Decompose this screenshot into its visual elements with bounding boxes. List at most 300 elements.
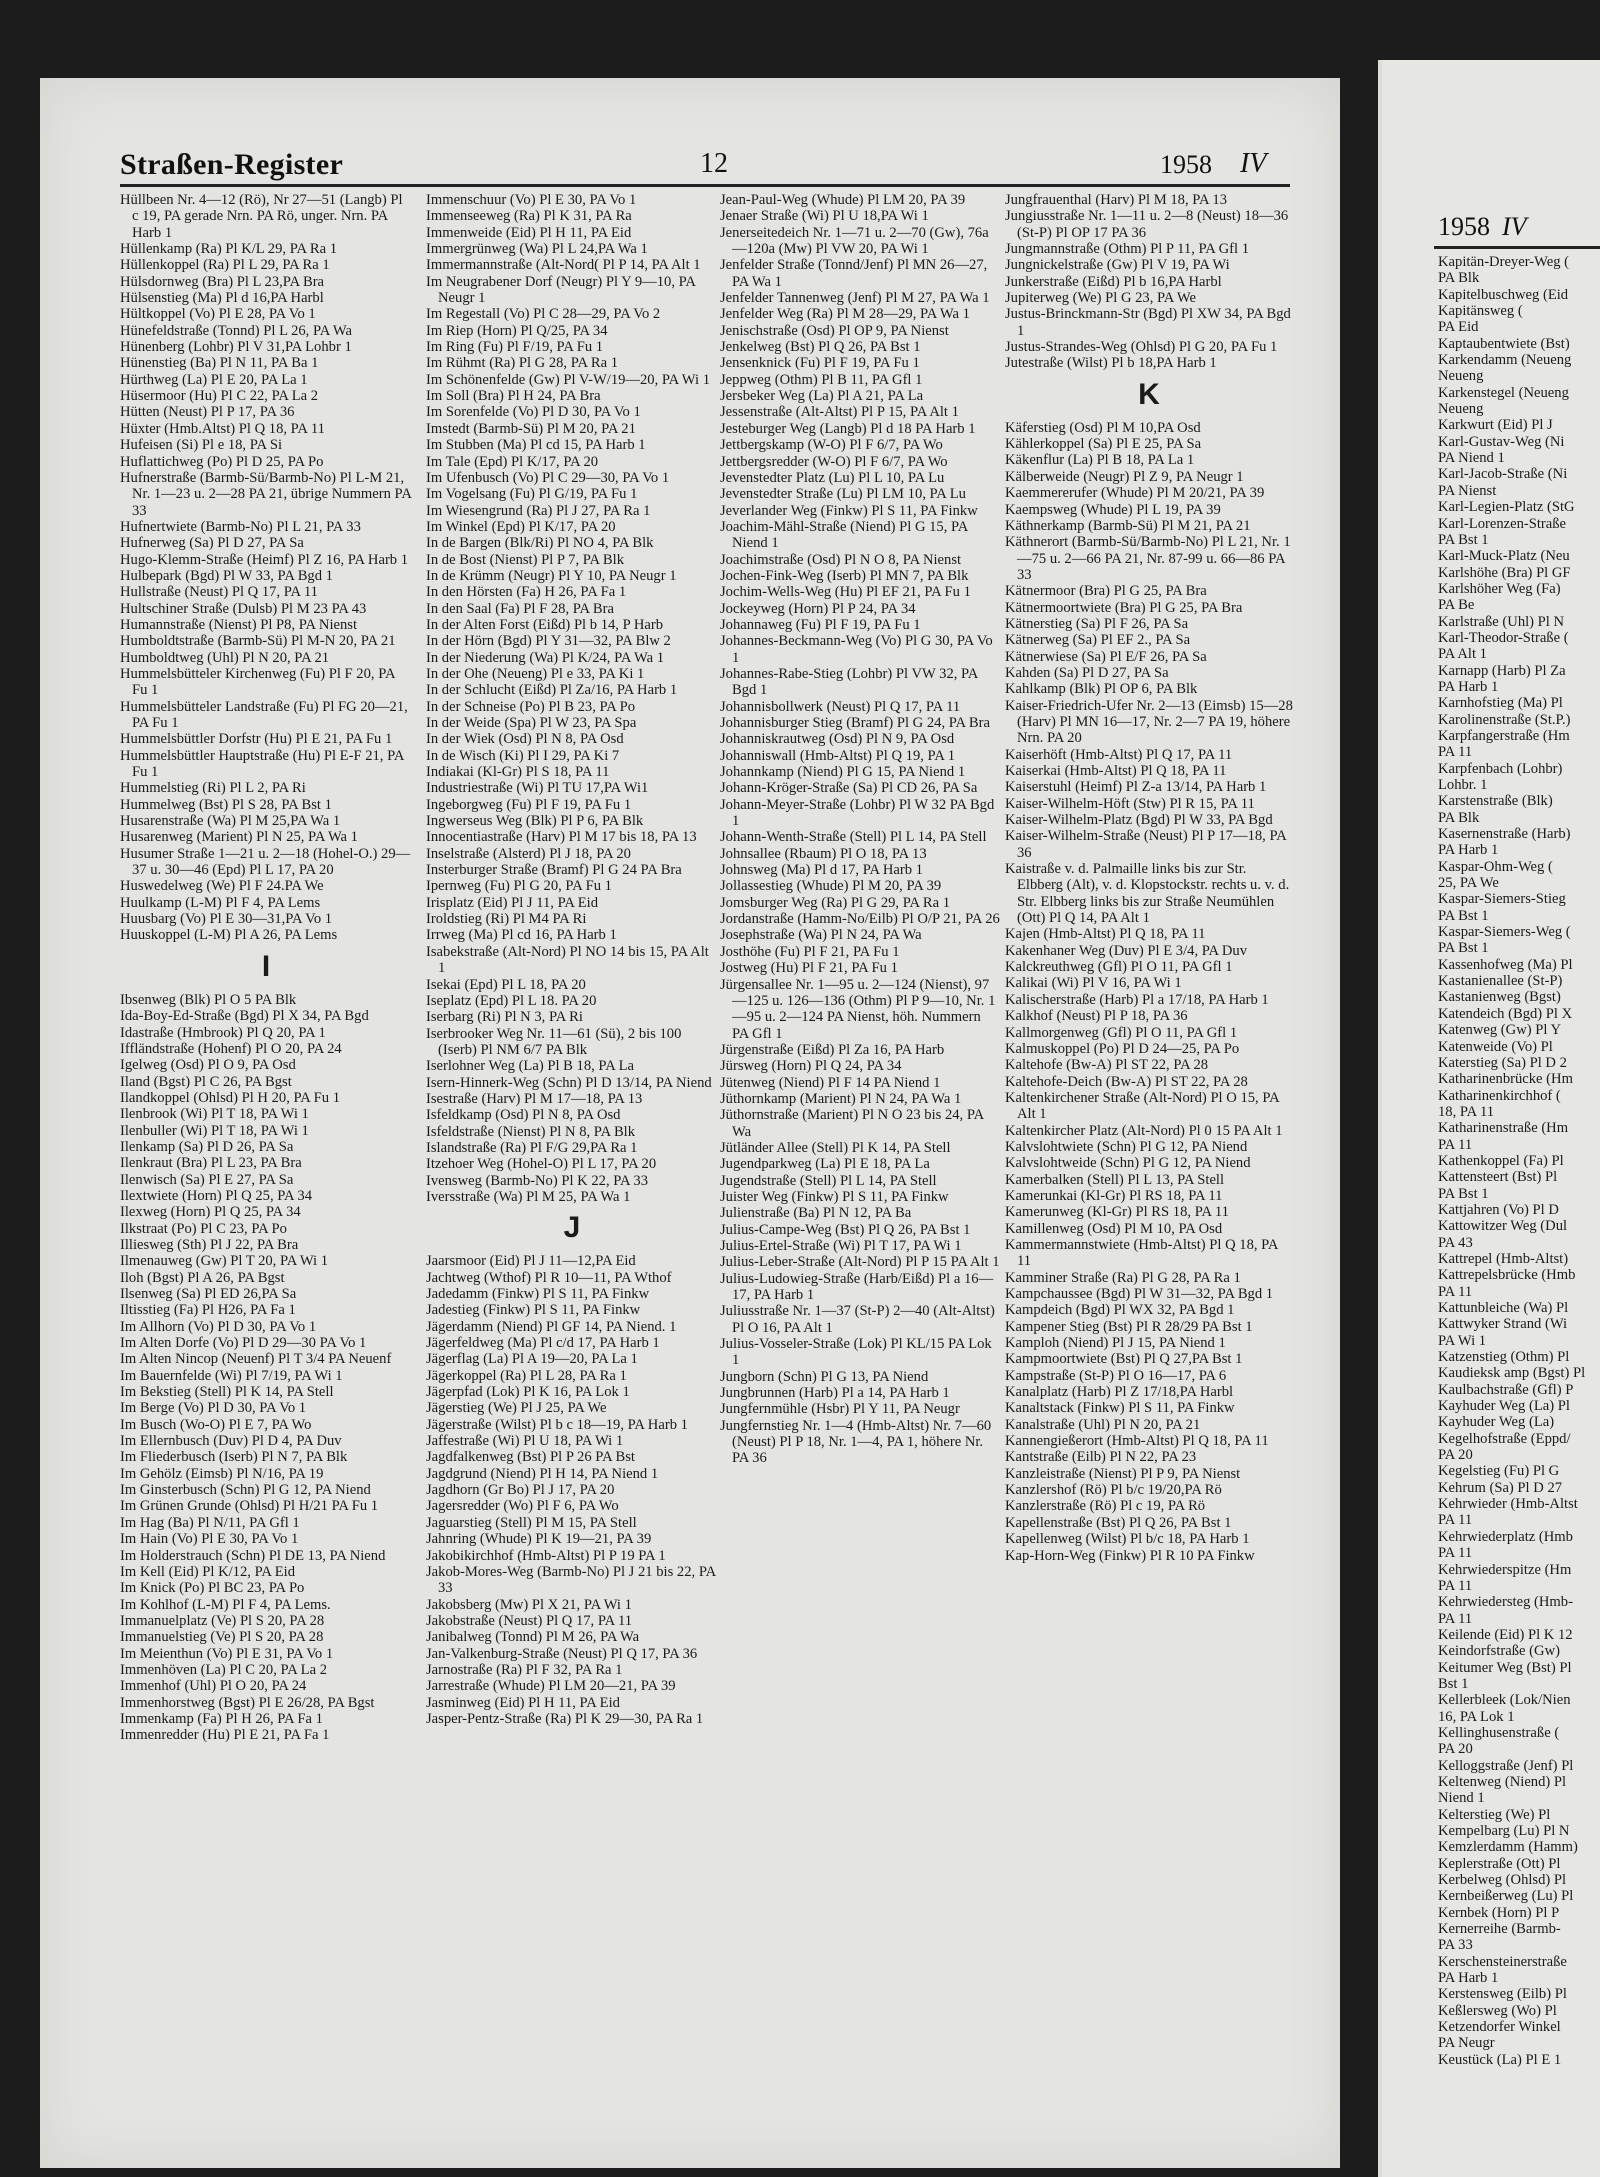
street-entry: Husarenweg (Marient) Pl N 25, PA Wa 1 — [120, 829, 358, 846]
street-entry: Kälberweide (Neugr) Pl Z 9, PA Neugr 1 — [1005, 468, 1244, 485]
street-entry: In den Saal (Fa) Pl F 28, PA Bra — [426, 600, 614, 617]
street-entry: Im Knick (Po) Pl BC 23, PA Po — [120, 1580, 305, 1597]
street-entry: Jahnring (Whude) Pl K 19—21, PA 39 — [426, 1531, 652, 1548]
adjacent-street-entry: Katzenstieg (Othm) Pl — [1438, 1349, 1570, 1366]
street-entry: Jadestieg (Finkw) Pl S 11, PA Finkw — [426, 1302, 641, 1319]
street-entry: Jostweg (Hu) Pl F 21, PA Fu 1 — [720, 960, 898, 977]
adjacent-street-entry: Kaspar-Siemers-Stieg — [1438, 891, 1566, 908]
adjacent-street-entry: Kaulbachstraße (Gfl) P — [1438, 1381, 1574, 1398]
street-entry: Jettbergsredder (W-O) Pl F 6/7, PA Wo — [720, 453, 948, 470]
adjacent-street-entry: Kelloggstraße (Jenf) Pl — [1438, 1757, 1574, 1774]
street-entry: Jenerseitedeich Nr. 1—71 u. 2—70 (Gw), 76a—120a (Mw) Pl VW 20, PA Wi 1 — [720, 224, 989, 258]
street-entry: Im Allhorn (Vo) Pl D 30, PA Vo 1 — [120, 1318, 317, 1335]
street-entry: Jakobikirchhof (Hmb-Altst) Pl P 19 PA 1 — [426, 1547, 666, 1564]
street-entry: Jagdfalkenweg (Bst) Pl P 26 PA Bst — [426, 1449, 635, 1466]
street-entry: Johann-Meyer-Straße (Lohbr) Pl W 32 PA Bgd 1 — [720, 796, 995, 830]
section-letter: K — [1138, 377, 1160, 411]
street-entry: Kanzlershof (Rö) Pl b/c 19/20,PA Rö — [1005, 1482, 1222, 1499]
street-entry: Ilextwiete (Horn) Pl Q 25, PA 34 — [120, 1187, 313, 1204]
street-entry: Humboldtstraße (Barmb-Sü) Pl M-N 20, PA 21 — [120, 633, 396, 650]
street-entry: Huusbarg (Vo) Pl E 30—31,PA Vo 1 — [120, 911, 333, 928]
street-entry: Jägerfeldweg (Ma) Pl c/d 17, PA Harb 1 — [426, 1335, 660, 1352]
street-entry: Kalmuskoppel (Po) Pl D 24—25, PA Po — [1005, 1040, 1240, 1057]
street-entry: In de Bargen (Blk/Ri) Pl NO 4, PA Blk — [426, 535, 654, 552]
street-entry: Immermannstraße (Alt-Nord( Pl P 14, PA Alt 1 — [426, 257, 701, 274]
adjacent-street-entry: Kapitelbuschweg (Eid — [1438, 286, 1569, 303]
adjacent-street-entry: PA 20 — [1438, 1741, 1473, 1758]
street-entry: Im Holderstrauch (Schn) Pl DE 13, PA Niend — [120, 1547, 386, 1564]
adjacent-street-entry: Keplerstraße (Ott) Pl — [1438, 1855, 1561, 1872]
adjacent-street-entry: Kernbek (Horn) Pl P — [1438, 1904, 1560, 1921]
adjacent-street-entry: Keilende (Eid) Pl K 12 — [1438, 1626, 1573, 1643]
street-entry: Im Kell (Eid) Pl K/12, PA Eid — [120, 1563, 295, 1580]
adjacent-street-entry: PA 11 — [1438, 1545, 1473, 1562]
street-entry: Im Meienthun (Vo) Pl E 31, PA Vo 1 — [120, 1645, 334, 1662]
street-entry: Jachtweg (Wthof) Pl R 10—11, PA Wthof — [426, 1269, 672, 1286]
street-entry: Im Neugrabener Dorf (Neugr) Pl Y 9—10, PA Neugr 1 — [426, 273, 696, 307]
adjacent-street-entry: Kerstensweg (Eilb) Pl — [1438, 1986, 1567, 2003]
street-entry: Hüsermoor (Hu) Pl C 22, PA La 2 — [120, 388, 319, 405]
street-entry: Huswedelweg (We) Pl F 24.PA We — [120, 878, 324, 895]
street-entry: Jockeyweg (Horn) Pl P 24, PA 34 — [720, 600, 916, 617]
street-entry: Kaltehofe-Deich (Bw-A) Pl ST 22, PA 28 — [1005, 1073, 1248, 1090]
street-entry: Jeverlander Weg (Finkw) Pl S 11, PA Finkw — [720, 502, 978, 519]
adjacent-street-entry: PA Bst 1 — [1438, 1185, 1489, 1202]
adjacent-street-entry: PA Blk — [1438, 270, 1480, 287]
street-entry: Humboldtweg (Uhl) Pl N 20, PA 21 — [120, 649, 330, 666]
street-entry: Ida-Boy-Ed-Straße (Bgd) Pl X 34, PA Bgd — [120, 1008, 369, 1025]
adjacent-street-entry: Kattwyker Strand (Wi — [1438, 1316, 1568, 1333]
street-entry: Kannengießerort (Hmb-Altst) Pl Q 18, PA 11 — [1005, 1433, 1269, 1450]
section-letter: J — [563, 1211, 581, 1245]
adjacent-page-column — [1438, 254, 1600, 2154]
street-entry: Käkenflur (La) Pl B 18, PA La 1 — [1005, 452, 1195, 469]
adjacent-street-entry: Karlstraße (Uhl) Pl N — [1438, 613, 1565, 630]
page-header — [120, 148, 1290, 187]
street-entry: Jungiusstraße Nr. 1—11 u. 2—8 (Neust) 18—36 (St-P) Pl OP 17 PA 36 — [1005, 208, 1289, 241]
street-entry: Im Soll (Bra) Pl H 24, PA Bra — [426, 388, 601, 405]
street-entry: Ilkstraat (Po) Pl C 23, PA Po — [120, 1220, 287, 1237]
street-entry: Im Ellernbusch (Duv) Pl D 4, PA Duv — [120, 1433, 342, 1450]
street-entry: Jugendparkweg (La) Pl E 18, PA La — [720, 1156, 930, 1173]
adjacent-street-entry: PA Wi 1 — [1438, 1332, 1487, 1349]
street-entry: Kapellenstraße (Bst) Pl Q 26, PA Bst 1 — [1005, 1514, 1232, 1531]
adjacent-street-entry: PA 11 — [1438, 744, 1473, 761]
street-entry: In der Ohe (Neueng) Pl e 33, PA Ki 1 — [426, 665, 645, 682]
street-entry: Jakobsberg (Mw) Pl X 21, PA Wi 1 — [426, 1596, 632, 1613]
street-entry: Islandstraße (Ra) Pl F/G 29,PA Ra 1 — [426, 1139, 638, 1156]
street-entry: Kaiserstuhl (Heimf) Pl Z-a 13/14, PA Harb 1 — [1005, 779, 1267, 796]
adjacent-street-entry: Katharinenbrücke (Hm — [1438, 1071, 1573, 1088]
street-entry: Iloh (Bgst) Pl A 26, PA Bgst — [120, 1269, 285, 1286]
street-entry: Janibalweg (Tonnd) Pl M 26, PA Wa — [426, 1629, 640, 1646]
street-entry: Jaffestraße (Wi) Pl U 18, PA Wi 1 — [426, 1433, 624, 1450]
street-entry: Jungfrauenthal (Harv) Pl M 18, PA 13 — [1005, 192, 1227, 208]
street-entry: Im Winkel (Epd) Pl K/17, PA 20 — [426, 518, 616, 535]
street-entry: Im Rühmt (Ra) Pl G 28, PA Ra 1 — [426, 355, 619, 372]
adjacent-street-entry: Karolinenstraße (St.P.) — [1438, 711, 1571, 728]
adjacent-street-entry: PA Eid — [1438, 319, 1479, 336]
adjacent-street-entry: Kernbeißerweg (Lu) Pl — [1438, 1888, 1574, 1905]
street-entry: Kaiserhöft (Hmb-Altst) Pl Q 17, PA 11 — [1005, 746, 1233, 763]
street-entry: Kap-Horn-Weg (Finkw) Pl R 10 PA Finkw — [1005, 1547, 1255, 1564]
street-entry: In der Hörn (Bgd) Pl Y 31—32, PA Blw 2 — [426, 633, 671, 650]
street-entry: In de Krümm (Neugr) Pl Y 10, PA Neugr 1 — [426, 567, 677, 584]
adjacent-street-entry: PA Be — [1438, 597, 1475, 614]
street-entry: Johannaweg (Fu) Pl F 19, PA Fu 1 — [720, 616, 921, 633]
street-entry: Innocentiastraße (Harv) Pl M 17 bis 18, PA 13 — [426, 829, 697, 846]
street-entry: Jenaer Straße (Wi) Pl U 18,PA Wi 1 — [720, 208, 929, 225]
street-entry: Im Kohlhof (L-M) Pl F 4, PA Lems. — [120, 1596, 331, 1613]
adjacent-street-entry: Kempelbarg (Lu) Pl N — [1438, 1823, 1570, 1839]
street-entry: Juliusstraße Nr. 1—37 (St-P) 2—40 (Alt-Altst) Pl O 16, PA Alt 1 — [720, 1303, 995, 1336]
street-entry: Johnsweg (Ma) Pl d 17, PA Harb 1 — [720, 862, 923, 879]
street-entry: Juister Weg (Finkw) Pl S 11, PA Finkw — [720, 1188, 949, 1205]
adjacent-street-entry: Kaptaubentwiete (Bst) — [1438, 335, 1570, 352]
register-column-1 — [120, 192, 412, 2082]
street-entry: Kaistraße v. d. Palmaille links bis zur Str. Elbberg (Alt), v. d. Klopstockstr. rechts u. v. d. Str. Elbberg links bis zur Straße Neumühlen (Ott) Pl Q 14, PA Alt 1 — [1005, 861, 1290, 927]
adjacent-street-entry: Karpfenbach (Lohbr) — [1438, 760, 1563, 777]
street-entry: Isestraße (Harv) Pl M 17—18, PA 13 — [426, 1090, 643, 1107]
adjacent-street-entry: Kegelstieg (Fu) Pl G — [1438, 1463, 1560, 1480]
street-entry: Jüthornstraße (Marient) Pl N O 23 bis 24, PA Wa — [720, 1107, 984, 1140]
adjacent-street-entry: Karkwurt (Eid) Pl J — [1438, 417, 1553, 434]
street-entry: Ilenbuller (Wi) Pl T 18, PA Wi 1 — [120, 1122, 309, 1139]
street-entry: Jakobstraße (Neust) Pl Q 17, PA 11 — [426, 1612, 633, 1629]
street-entry: Im Vogelsang (Fu) Pl G/19, PA Fu 1 — [426, 486, 638, 503]
adjacent-street-entry: Kattrepelsbrücke (Hmb — [1438, 1267, 1576, 1284]
adjacent-header-rule — [1434, 246, 1600, 249]
street-entry: Ibsenweg (Blk) Pl O 5 PA Blk — [120, 991, 297, 1008]
street-entry: Hülsenstieg (Ma) Pl d 16,PA Harbl — [120, 290, 324, 307]
street-entry: Jungborn (Schn) Pl G 13, PA Niend — [720, 1368, 929, 1385]
street-entry: Im Gehölz (Eimsb) Pl N/16, PA 19 — [120, 1465, 324, 1482]
street-entry: Jütenweg (Niend) Pl F 14 PA Niend 1 — [720, 1074, 941, 1091]
street-entry: In der Schlucht (Eißd) Pl Za/16, PA Harb 1 — [426, 682, 678, 699]
street-entry: Hufnerstraße (Barmb-Sü/Barmb-No) Pl L-M 21, Nr. 1—23 u. 2—28 PA 21, übrige Nummern PA 33 — [120, 469, 412, 519]
street-entry: Kahlkamp (Blk) Pl OP 6, PA Blk — [1005, 681, 1198, 698]
street-entry: Jasminweg (Eid) Pl H 11, PA Eid — [426, 1694, 620, 1711]
adjacent-street-entry: Keltenweg (Niend) Pl — [1438, 1773, 1567, 1790]
street-entry: Kaempsweg (Whude) Pl L 19, PA 39 — [1005, 501, 1221, 518]
street-entry: Kählerkoppel (Sa) Pl E 25, PA Sa — [1005, 436, 1202, 453]
header-volume: IV — [1240, 148, 1267, 179]
adjacent-street-entry: Kastanienallee (St-P) — [1438, 973, 1563, 990]
street-entry: Kamminer Straße (Ra) Pl G 28, PA Ra 1 — [1005, 1269, 1241, 1286]
street-entry: Jägerpfad (Lok) Pl K 16, PA Lok 1 — [426, 1384, 630, 1401]
adjacent-street-entry: Kasernenstraße (Harb) — [1438, 826, 1571, 843]
street-entry: Hufnertwiete (Barmb-No) Pl L 21, PA 33 — [120, 518, 361, 535]
street-entry: Im Schönenfelde (Gw) Pl V-W/19—20, PA Wi 1 — [426, 371, 710, 388]
street-entry: Im Wiesengrund (Ra) Pl J 27, PA Ra 1 — [426, 502, 651, 519]
adjacent-street-entry: Katerstieg (Sa) Pl D 2 — [1438, 1054, 1567, 1071]
adjacent-street-entry: Kehrwiederspitze (Hm — [1438, 1561, 1572, 1578]
street-entry: Julius-Leber-Straße (Alt-Nord) Pl P 15 PA Alt 1 — [720, 1254, 1000, 1271]
street-entry: Hufnerweg (Sa) Pl D 27, PA Sa — [120, 535, 304, 552]
street-entry: Kätnerwiese (Sa) Pl E/F 26, PA Sa — [1005, 648, 1207, 665]
street-entry: Huflattichweg (Po) Pl D 25, PA Po — [120, 453, 324, 470]
street-entry: Ilenkraut (Bra) Pl L 23, PA Bra — [120, 1155, 302, 1172]
street-entry: Ilenwisch (Sa) Pl E 27, PA Sa — [120, 1171, 294, 1188]
street-entry: Im Alten Dorfe (Vo) Pl D 29—30 PA Vo 1 — [120, 1335, 367, 1352]
street-entry: Julius-Vosseler-Straße (Lok) Pl KL/15 PA Lok 1 — [720, 1336, 992, 1369]
street-entry: Jenfelder Straße (Tonnd/Jenf) Pl MN 26—27, PA Wa 1 — [720, 257, 988, 290]
street-entry: Kalvslohtweide (Schn) Pl G 12, PA Niend — [1005, 1155, 1251, 1172]
street-entry: Im Hain (Vo) Pl E 30, PA Vo 1 — [120, 1531, 299, 1548]
street-entry: Im Hag (Ba) Pl N/11, PA Gfl 1 — [120, 1514, 300, 1531]
street-entry: Jungmannstraße (Othm) Pl P 11, PA Gfl 1 — [1005, 241, 1250, 258]
adjacent-street-entry: Karl-Lorenzen-Straße — [1438, 515, 1567, 532]
street-entry: Jollassestieg (Whude) Pl M 20, PA 39 — [720, 878, 942, 895]
adjacent-street-entry: Kayhuder Weg (La) Pl — [1438, 1398, 1570, 1415]
adjacent-street-entry: Kaspar-Siemers-Weg ( — [1438, 924, 1571, 941]
adjacent-street-entry: PA Nienst — [1438, 482, 1497, 499]
adjacent-street-entry: PA 33 — [1438, 1937, 1473, 1954]
street-entry: Im Busch (Wo-O) Pl E 7, PA Wo — [120, 1416, 312, 1433]
adjacent-street-entry: Keustück (La) Pl E 1 — [1438, 2051, 1562, 2068]
adjacent-street-entry: Karpfangerstraße (Hm — [1438, 727, 1570, 744]
adjacent-street-entry: Karl-Gustav-Weg (Ni — [1438, 433, 1565, 450]
adjacent-street-entry: Karl-Legien-Platz (StG — [1438, 499, 1575, 516]
street-entry: Indiakai (Kl-Gr) Pl S 18, PA 11 — [426, 764, 610, 781]
street-entry: Jürgenstraße (Eißd) Pl Za 16, PA Harb — [720, 1041, 945, 1058]
street-entry: Kalkhof (Neust) Pl P 18, PA 36 — [1005, 1008, 1188, 1025]
street-entry: Husarenstraße (Wa) Pl M 25,PA Wa 1 — [120, 813, 341, 830]
street-entry: Immanuelstieg (Ve) Pl S 20, PA 28 — [120, 1629, 324, 1646]
adjacent-street-entry: Karkenstegel (Neueng — [1438, 384, 1569, 401]
street-entry: Ingeborgweg (Fu) Pl F 19, PA Fu 1 — [426, 796, 632, 813]
adjacent-street-entry: Neueng — [1438, 401, 1484, 418]
adjacent-street-entry: Kehrwiederplatz (Hmb — [1438, 1528, 1573, 1545]
adjacent-street-entry: Neueng — [1438, 368, 1484, 385]
street-entry: Immenseeweg (Ra) Pl K 31, PA Ra — [426, 208, 632, 225]
street-entry: Kallmorgenweg (Gfl) Pl O 11, PA Gfl 1 — [1005, 1024, 1238, 1041]
street-entry: Jagdhorn (Gr Bo) Pl J 17, PA 20 — [426, 1482, 615, 1499]
adjacent-street-entry: Karl-Muck-Platz (Neu — [1438, 548, 1570, 565]
adjacent-street-entry: PA Blk — [1438, 809, 1480, 826]
register-column-2 — [426, 192, 718, 2082]
street-entry: Immenredder (Hu) Pl E 21, PA Fa 1 — [120, 1727, 330, 1744]
adjacent-street-entry: Kehrwieder (Hmb-Altst — [1438, 1496, 1578, 1513]
street-entry: Kanzleistraße (Nienst) Pl P 9, PA Nienst — [1005, 1465, 1241, 1482]
street-entry: Immenhorstweg (Bgst) Pl E 26/28, PA Bgst — [120, 1694, 375, 1711]
street-entry: Jungfernstieg Nr. 1—4 (Hmb-Altst) Nr. 7—60 (Neust) Pl P 18, Nr. 1—4, PA 1, höhere Nr. PA 36 — [720, 1417, 992, 1467]
street-entry: Immenschuur (Vo) Pl E 30, PA Vo 1 — [426, 192, 637, 208]
street-entry: Hüllbeen Nr. 4—12 (Rö), Nr 27—51 (Langb) Pl c 19, PA gerade Nrn. PA Rö, unger. Nrn. PA Harb 1 — [120, 192, 403, 241]
street-entry: Jenfelder Weg (Ra) Pl M 28—29, PA Wa 1 — [720, 306, 970, 323]
street-entry: In der Schneise (Po) Pl B 23, PA Po — [426, 698, 636, 715]
adjacent-street-entry: Kehrwiedersteg (Hmb- — [1438, 1594, 1573, 1611]
adjacent-street-entry: PA 11 — [1438, 1283, 1473, 1300]
street-entry: Kapellenweg (Wilst) Pl b/c 18, PA Harb 1 — [1005, 1531, 1250, 1548]
street-entry: Jochen-Fink-Weg (Iserb) Pl MN 7, PA Blk — [720, 567, 969, 584]
street-entry: Jägerflag (La) Pl A 19—20, PA La 1 — [426, 1351, 638, 1368]
street-entry: Käferstieg (Osd) Pl M 10,PA Osd — [1005, 419, 1201, 436]
street-entry: Kätnermoortwiete (Bra) Pl G 25, PA Bra — [1005, 599, 1243, 616]
street-entry: Industriestraße (Wi) Pl TU 17,PA Wi1 — [426, 780, 649, 797]
section-letter: I — [261, 949, 271, 983]
street-entry: Jersbeker Weg (La) Pl A 21, PA La — [720, 388, 924, 405]
street-entry: Im Ufenbusch (Vo) Pl C 29—30, PA Vo 1 — [426, 469, 670, 486]
adjacent-street-entry: PA Neugr — [1438, 2035, 1495, 2052]
street-entry: Im Berge (Vo) Pl D 30, PA Vo 1 — [120, 1400, 307, 1417]
header-year: 1958 — [1160, 150, 1212, 179]
street-entry: Kaiser-Wilhelm-Straße (Neust) Pl P 17—18, PA 36 — [1005, 828, 1286, 861]
street-entry: Ilexweg (Horn) Pl Q 25, PA 34 — [120, 1204, 301, 1221]
adjacent-street-entry: 16, PA Lok 1 — [1438, 1708, 1515, 1725]
register-column-3 — [720, 192, 1000, 2082]
street-entry: Kampmoortwiete (Bst) Pl Q 27,PA Bst 1 — [1005, 1351, 1243, 1368]
street-entry: Jordanstraße (Hamm-No/Eilb) Pl O/P 21, PA 26 — [720, 911, 1000, 928]
street-entry: Julius-Ludowieg-Straße (Harb/Eißd) Pl a 16—17, PA Harb 1 — [720, 1270, 994, 1304]
adjacent-street-entry: Ketzendorfer Winkel — [1438, 2019, 1561, 2036]
street-entry: Iroldstieg (Ri) Pl M4 PA Ri — [426, 911, 587, 928]
street-entry: Jungfernmühle (Hsbr) Pl Y 11, PA Neugr — [720, 1401, 960, 1418]
street-entry: Iltisstieg (Fa) Pl H26, PA Fa 1 — [120, 1302, 296, 1319]
street-entry: In de Bost (Nienst) Pl P 7, PA Blk — [426, 551, 624, 568]
street-entry: Hüxter (Hmb.Altst) Pl Q 18, PA 11 — [120, 420, 325, 437]
street-entry: Kammermannstwiete (Hmb-Altst) Pl Q 18, PA 11 — [1005, 1236, 1278, 1270]
adjacent-street-entry: Kernerreihe (Barmb- — [1438, 1921, 1561, 1938]
adjacent-street-entry: PA Alt 1 — [1438, 646, 1487, 663]
street-entry: Kanzlerstraße (Rö) Pl c 19, PA Rö — [1005, 1498, 1206, 1515]
street-entry: Junkerstraße (Eißd) Pl b 16,PA Harbl — [1005, 273, 1222, 290]
street-entry: Ipernweg (Fu) Pl G 20, PA Fu 1 — [426, 878, 612, 895]
adjacent-street-entry: Kehrum (Sa) Pl D 27 — [1438, 1479, 1563, 1496]
street-entry: Jarnostraße (Ra) Pl F 32, PA Ra 1 — [426, 1661, 623, 1678]
street-entry: Hufeisen (Si) Pl e 18, PA Si — [120, 437, 283, 454]
street-entry: Iserbrooker Weg Nr. 11—61 (Sü), 2 bis 100 (Iserb) Pl NM 6/7 PA Blk — [426, 1025, 682, 1058]
street-entry: Käthnerort (Barmb-Sü/Barmb-No) Pl L 21, Nr. 1—75 u. 2—66 PA 21, Nr. 87-99 u. 66—86 PA 33 — [1005, 534, 1291, 583]
street-entry: Isabekstraße (Alt-Nord) Pl NO 14 bis 15, PA Alt 1 — [426, 943, 709, 977]
street-entry: Im Grünen Grunde (Ohlsd) Pl H/21 PA Fu 1 — [120, 1498, 379, 1515]
street-entry: Kakenhaner Weg (Duv) Pl E 3/4, PA Duv — [1005, 942, 1248, 959]
street-entry: Insterburger Straße (Bramf) Pl G 24 PA Bra — [426, 862, 682, 879]
street-entry: Hünenstieg (Ba) Pl N 11, PA Ba 1 — [120, 355, 319, 372]
street-entry: Im Stubben (Ma) Pl cd 15, PA Harb 1 — [426, 437, 646, 454]
street-entry: Kanalplatz (Harb) Pl Z 17/18,PA Harbl — [1005, 1384, 1234, 1401]
street-entry: Jürgensallee Nr. 1—95 u. 2—124 (Nienst), 97—125 u. 126—136 (Othm) Pl P 9—10, Nr. 1—95 u. 2—124 PA Nienst, höh. Nummern PA Gfl 1 — [720, 976, 996, 1042]
street-entry: Jesteburger Weg (Langb) Pl d 18 PA Harb 1 — [720, 420, 976, 437]
street-entry: Immenkamp (Fa) Pl H 26, PA Fa 1 — [120, 1710, 323, 1727]
street-entry: Jaguarstieg (Stell) Pl M 15, PA Stell — [426, 1514, 637, 1531]
street-entry: Jägerdamm (Niend) Pl GF 14, PA Niend. 1 — [426, 1318, 677, 1335]
street-entry: Jenfelder Tannenweg (Jenf) Pl M 27, PA Wa 1 — [720, 290, 990, 307]
street-entry: Isfeldstraße (Nienst) Pl N 8, PA Blk — [426, 1123, 636, 1140]
street-entry: Jasper-Pentz-Straße (Ra) Pl K 29—30, PA Ra 1 — [426, 1710, 704, 1727]
street-entry: Iffländstraße (Hohenf) Pl O 20, PA 24 — [120, 1040, 342, 1057]
street-entry: Jenkelweg (Bst) Pl Q 26, PA Bst 1 — [720, 339, 921, 356]
street-entry: Jägerstieg (We) Pl J 25, PA We — [426, 1400, 607, 1417]
street-entry: Jaarsmoor (Eid) Pl J 11—12,PA Eid — [426, 1253, 636, 1270]
page-number: 12 — [700, 148, 728, 179]
street-entry: Johannisburger Stieg (Bramf) Pl G 24, PA Bra — [720, 715, 990, 731]
adjacent-street-entry: Kaudieksk amp (Bgst) Pl — [1438, 1365, 1586, 1382]
street-entry: Kaiser-Friedrich-Ufer Nr. 2—13 (Eimsb) 15—28 (Harv) Pl MN 16—17, Nr. 2—7 PA 19, höhere Nrn. PA 20 — [1005, 697, 1293, 747]
street-entry: Kätnerstieg (Sa) Pl F 26, PA Sa — [1005, 615, 1189, 632]
street-entry: Im Riep (Horn) Pl Q/25, PA 34 — [426, 322, 608, 339]
street-entry: Kanaltstack (Finkw) Pl S 11, PA Finkw — [1005, 1400, 1235, 1417]
street-entry: Jütländer Allee (Stell) Pl K 14, PA Stell — [720, 1139, 951, 1156]
street-entry: Ilenbrook (Wi) Pl T 18, PA Wi 1 — [120, 1106, 309, 1123]
street-entry: Kalvslohtwiete (Schn) Pl G 12, PA Niend — [1005, 1138, 1248, 1155]
street-entry: Josephstraße (Wa) Pl N 24, PA Wa — [720, 927, 922, 944]
adjacent-page — [1378, 60, 1600, 2177]
street-entry: Johanniswall (Hmb-Altst) Pl Q 19, PA 1 — [720, 747, 956, 764]
street-entry: Kamerbalken (Stell) Pl L 13, PA Stell — [1005, 1171, 1225, 1188]
street-entry: Ilenkamp (Sa) Pl D 26, PA Sa — [120, 1138, 294, 1155]
street-entry: Hülsdornweg (Bra) Pl L 23,PA Bra — [120, 273, 325, 290]
street-entry: Ivensweg (Barmb-No) Pl K 22, PA 33 — [426, 1172, 649, 1189]
street-entry: Jean-Paul-Weg (Whude) Pl LM 20, PA 39 — [720, 192, 966, 208]
street-entry: Isekai (Epd) Pl L 18, PA 20 — [426, 976, 586, 993]
street-entry: Hültkoppel (Vo) Pl E 28, PA Vo 1 — [120, 306, 316, 323]
adjacent-street-entry: PA 11 — [1438, 1136, 1473, 1153]
adjacent-street-entry: Karl-Jacob-Straße (Ni — [1438, 466, 1568, 483]
street-entry: Johnsallee (Rbaum) Pl O 18, PA 13 — [720, 845, 927, 862]
adjacent-street-entry: Karlshöher Weg (Fa) — [1438, 580, 1561, 597]
street-entry: Julius-Ertel-Straße (Wi) Pl T 17, PA Wi 1 — [720, 1238, 962, 1254]
street-entry: Hummelsbütteler Kirchenweg (Fu) Pl F 20, PA Fu 1 — [120, 665, 395, 699]
street-entry: Iversstraße (Wa) Pl M 25, PA Wa 1 — [426, 1188, 631, 1205]
street-entry: Kätnermoor (Bra) Pl G 25, PA Bra — [1005, 583, 1207, 600]
street-entry: In der Niederung (Wa) Pl K/24, PA Wa 1 — [426, 649, 665, 666]
street-entry: Kamillenweg (Osd) Pl M 10, PA Osd — [1005, 1220, 1223, 1237]
street-entry: Ilandkoppel (Ohlsd) Pl H 20, PA Fu 1 — [120, 1089, 341, 1106]
street-entry: Joachim-Mähl-Straße (Niend) Pl G 15, PA Niend 1 — [720, 518, 968, 552]
adjacent-street-entry: Kastanienweg (Bgst) — [1438, 989, 1561, 1006]
street-entry: Jürsweg (Horn) Pl Q 24, PA 34 — [720, 1058, 902, 1075]
street-entry: Igelweg (Osd) Pl O 9, PA Osd — [120, 1057, 296, 1074]
adjacent-street-entry: PA Bst 1 — [1438, 907, 1489, 924]
street-entry: Hulbepark (Bgd) Pl W 33, PA Bgd 1 — [120, 567, 333, 584]
street-entry: Kaltenkircher Platz (Alt-Nord) Pl 0 15 PA Alt 1 — [1005, 1122, 1283, 1139]
adjacent-street-entry: PA Harb 1 — [1438, 1970, 1499, 1987]
street-entry: Kanalstraße (Uhl) Pl N 20, PA 21 — [1005, 1416, 1201, 1433]
street-entry: Jugendstraße (Stell) Pl L 14, PA Stell — [720, 1172, 937, 1189]
adjacent-page-header — [1438, 212, 1527, 242]
adjacent-street-entry: Kemzlerdamm (Hamm) — [1438, 1839, 1578, 1856]
street-entry: Illiesweg (Sth) Pl J 22, PA Bra — [120, 1236, 299, 1253]
adjacent-street-entry: Lohbr. 1 — [1438, 777, 1488, 793]
street-entry: Jan-Valkenburg-Straße (Neust) Pl Q 17, PA 36 — [426, 1645, 698, 1662]
street-entry: Hullstraße (Neust) Pl Q 17, PA 11 — [120, 584, 318, 601]
adjacent-street-entry: PA 11 — [1438, 1610, 1473, 1627]
street-entry: Kalischerstraße (Harb) Pl a 17/18, PA Harb 1 — [1005, 991, 1269, 1008]
street-entry: Jakob-Mores-Weg (Barmb-No) Pl J 21 bis 22, PA 33 — [426, 1563, 716, 1597]
adjacent-street-entry: PA 11 — [1438, 1577, 1473, 1594]
street-entry: Jarrestraße (Whude) Pl LM 20—21, PA 39 — [426, 1678, 676, 1695]
adjacent-street-entry: Niend 1 — [1438, 1790, 1485, 1807]
street-entry: Kampdeich (Bgd) Pl WX 32, PA Bgd 1 — [1005, 1302, 1235, 1319]
street-entry: Jevenstedter Platz (Lu) Pl L 10, PA Lu — [720, 469, 945, 486]
street-entry: Irisplatz (Eid) Pl J 11, PA Eid — [426, 894, 599, 911]
street-entry: Kantstraße (Eilb) Pl N 22, PA 23 — [1005, 1449, 1197, 1466]
street-entry: Hultschiner Straße (Dulsb) Pl M 23 PA 43 — [120, 600, 367, 617]
adjacent-street-entry: Katharinenstraße (Hm — [1438, 1120, 1569, 1137]
street-entry: Justus-Brinckmann-Str (Bgd) Pl XW 34, PA Bgd 1 — [1005, 306, 1291, 339]
adjacent-street-entry: Katenweide (Vo) Pl — [1438, 1038, 1553, 1055]
street-entry: Ilsenweg (Sa) Pl ED 26,PA Sa — [120, 1286, 297, 1302]
street-entry: Im Bauernfelde (Wi) Pl 7/19, PA Wi 1 — [120, 1367, 343, 1384]
adjacent-street-entry: PA Bst 1 — [1438, 531, 1489, 548]
adjacent-street-entry: Kellinghusenstraße ( — [1438, 1724, 1560, 1741]
street-entry: In der Weide (Spa) Pl W 23, PA Spa — [426, 715, 637, 731]
street-entry: Kamerunweg (Kl-Gr) Pl RS 18, PA 11 — [1005, 1204, 1229, 1221]
street-entry: Kaiser-Wilhelm-Platz (Bgd) Pl W 33, PA Bgd — [1005, 812, 1273, 829]
street-entry: Johannes-Beckmann-Weg (Vo) Pl G 30, PA Vo 1 — [720, 633, 993, 666]
street-entry: Husumer Straße 1—21 u. 2—18 (Hohel-O.) 29—37 u. 30—46 (Epd) Pl L 17, PA 20 — [120, 845, 411, 879]
